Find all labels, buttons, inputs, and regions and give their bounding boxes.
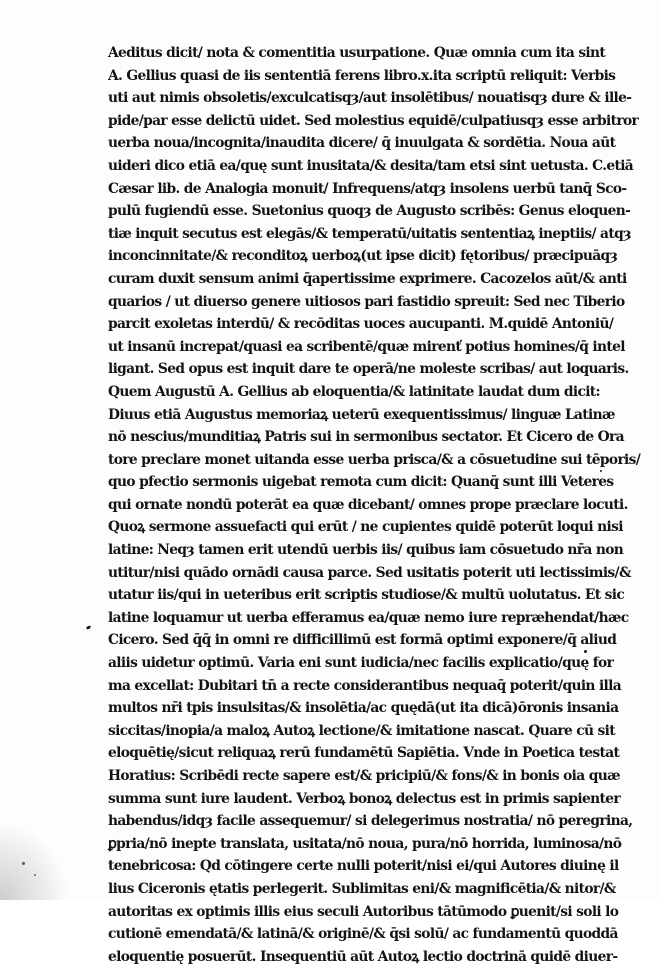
text-line: Cicero. Sed q̄q̄ in omni re difficillimū est formā optimi exponere/q̄ aliud: [108, 632, 617, 649]
text-line: Quoꝝ sermone assuefacti qui erūt / ne cupientes quidē poterūt loqui nisi: [108, 519, 623, 536]
text-line: Cæsar lib. de Analogia monuit/ Infrequens/atqȝ insolens uerbū tanq̄ Sco-: [108, 180, 627, 197]
text-line: curam duxit sensum animi q̄apertissime exprimere. Cacozelos aūt/& anti: [108, 270, 627, 287]
text-line: ꝑpria/nō inepte translata, usitata/nō noua, pura/nō horrida, luminosa/nō: [108, 835, 622, 852]
text-line: eloquētię/sicut reliquaꝝ rerū fundamētū Sapiētia. Vnde in Poetica testat: [108, 745, 620, 762]
text-line: siccitas/inopia/a maloꝝ Autoꝝ lectione/& imitatione nascat. Quare cū sit: [108, 722, 615, 739]
scan-edge-shadow: [0, 820, 70, 900]
text-line: uerba noua/incognita/inaudita dicere/ q̄ inuulgata & sordētia. Noua aūt: [108, 135, 616, 152]
text-line: quo pfectio sermonis uigebat remota cum dicit: Quanq̄ sunt illi Veteres: [108, 474, 614, 491]
text-line: quarios / ut diuerso genere uitiosos pari fastidio spreuit: Sed nec Tiberio: [108, 293, 625, 310]
scan-speck: [34, 874, 36, 876]
text-line: ut insanū increpat/quasi ea scribentē/quæ mirenť potius homines/q̄ intel: [108, 338, 625, 355]
text-line: Quem Augustū A. Gellius ab eloquentia/& latinitate laudat dum dicit:: [108, 383, 600, 400]
text-line: multos nr̄i tpis insulsitas/& insolētia/ac quędā(ut ita dicā)ōronis insania: [108, 700, 619, 717]
scan-speck: [86, 625, 92, 630]
incunable-text-block: [108, 42, 641, 968]
text-line: latine loquamur ut uerba efferamus ea/quæ nemo iure repræhendat/hæc: [108, 609, 629, 626]
scan-speck: [584, 650, 587, 653]
text-line: latine: Neqȝ tamen erit utendū uerbis iis/ quibus iam cōsuetudo nr̄a non: [108, 542, 624, 559]
text-line: qui ornate nondū poterāt ea quæ dicebant/ omnes prope præclare locuti.: [108, 496, 628, 513]
text-line: summa sunt iure laudent. Verboꝝ bonoꝝ delectus est in primis sapienter: [108, 790, 620, 807]
text-line: cutionē emendatā/& latinā/& originē/& q̄si solū/ ac fundamentū quoddā: [108, 926, 618, 943]
text-line: tenebricosa: Qd cōtingere certe nulli poterit/nisi ei/qui Autores diuinę il: [108, 858, 619, 875]
text-line: autoritas ex optimis illis eius seculi Autoribus tātūmodo ꝑuenit/si soli lo: [108, 903, 619, 920]
text-line: eloquentię posuerūt. Insequentiū aūt Autoꝝ lectio doctrinā quidē diuer-: [108, 948, 618, 965]
text-line: Horatius: Scribēdi recte sapere est/& pricipiū/& fons/& in bonis oia quæ: [108, 768, 620, 784]
text-line: habendus/idqȝ facile assequemur/ si delegerimus nostratia/ nō peregrina,: [108, 813, 633, 830]
text-line: pide/par esse delictū uidet. Sed molestius equidē/culpatiusqȝ esse arbitror: [108, 112, 639, 129]
text-line: inconcinnitate/& reconditoꝝ uerboꝝ(ut ipse dicit) fętoribus/ præcipuāqȝ: [108, 248, 618, 265]
text-line: uti aut nimis obsoletis/exculcatisqȝ/aut insolētibus/ nouatisqȝ dure & ille-: [108, 90, 632, 107]
text-line: utitur/nisi quādo ornādi causa parce. Sed usitatis poterit uti lectissimis/&: [108, 564, 631, 581]
text-line: ligant. Sed opus est inquit dare te operā/ne moleste scribas/ aut loquaris.: [108, 361, 629, 378]
scan-speck: [600, 470, 602, 472]
text-line: Diuus etiā Augustus memoriaꝝ ueterū exequentissimus/ linguæ Latinæ: [108, 406, 615, 423]
scan-speck: [22, 862, 25, 865]
text-line: Aeditus dicit/ nota & comentitia usurpatione. Quæ omnia cum ita sint: [108, 45, 606, 61]
text-line: A. Gellius quasi de iis sententiā ferens libro.x.ita scriptū reliquit: Verbis: [108, 67, 616, 84]
text-line: uideri dico etiā ea/quę sunt inusitata/& desita/tam etsi sint uetusta. C.etiā: [108, 157, 634, 174]
text-line: parcit exoletas interdū/ & recōditas uoces aucupanti. M.quidē Antoniū/: [108, 316, 614, 333]
text-line: ma excellat: Dubitari tn̄ a recte considerantibus nequaq̄ poterit/quin illa: [108, 677, 622, 694]
text-line: aliis uidetur optimū. Varia eni sunt iudicia/nec facilis explicatio/quę for: [108, 655, 614, 672]
text-line: pulū fugiendū esse. Suetonius quoqȝ de Augusto scribēs: Genus eloquen-: [108, 203, 631, 220]
text-line: tiæ inquit secutus est elegās/& temperatū/uitatis sententiaꝝ ineptiis/ atqȝ: [108, 225, 631, 242]
text-line: lius Ciceronis ętatis perlegerit. Sublimitas eni/& magnificētia/& nitor/&: [108, 880, 616, 897]
text-line: nō nescius/munditiaꝝ Patris sui in sermonibus sectator. Et Cicero de Ora: [108, 429, 624, 446]
text-line: utatur iis/qui in ueteribus erit scriptis studiose/& multū uolutatus. Et sic: [108, 587, 625, 604]
text-line: tore preclare monet uitanda esse uerba prisca/& a cōsuetudine sui tēporis/: [108, 451, 641, 468]
